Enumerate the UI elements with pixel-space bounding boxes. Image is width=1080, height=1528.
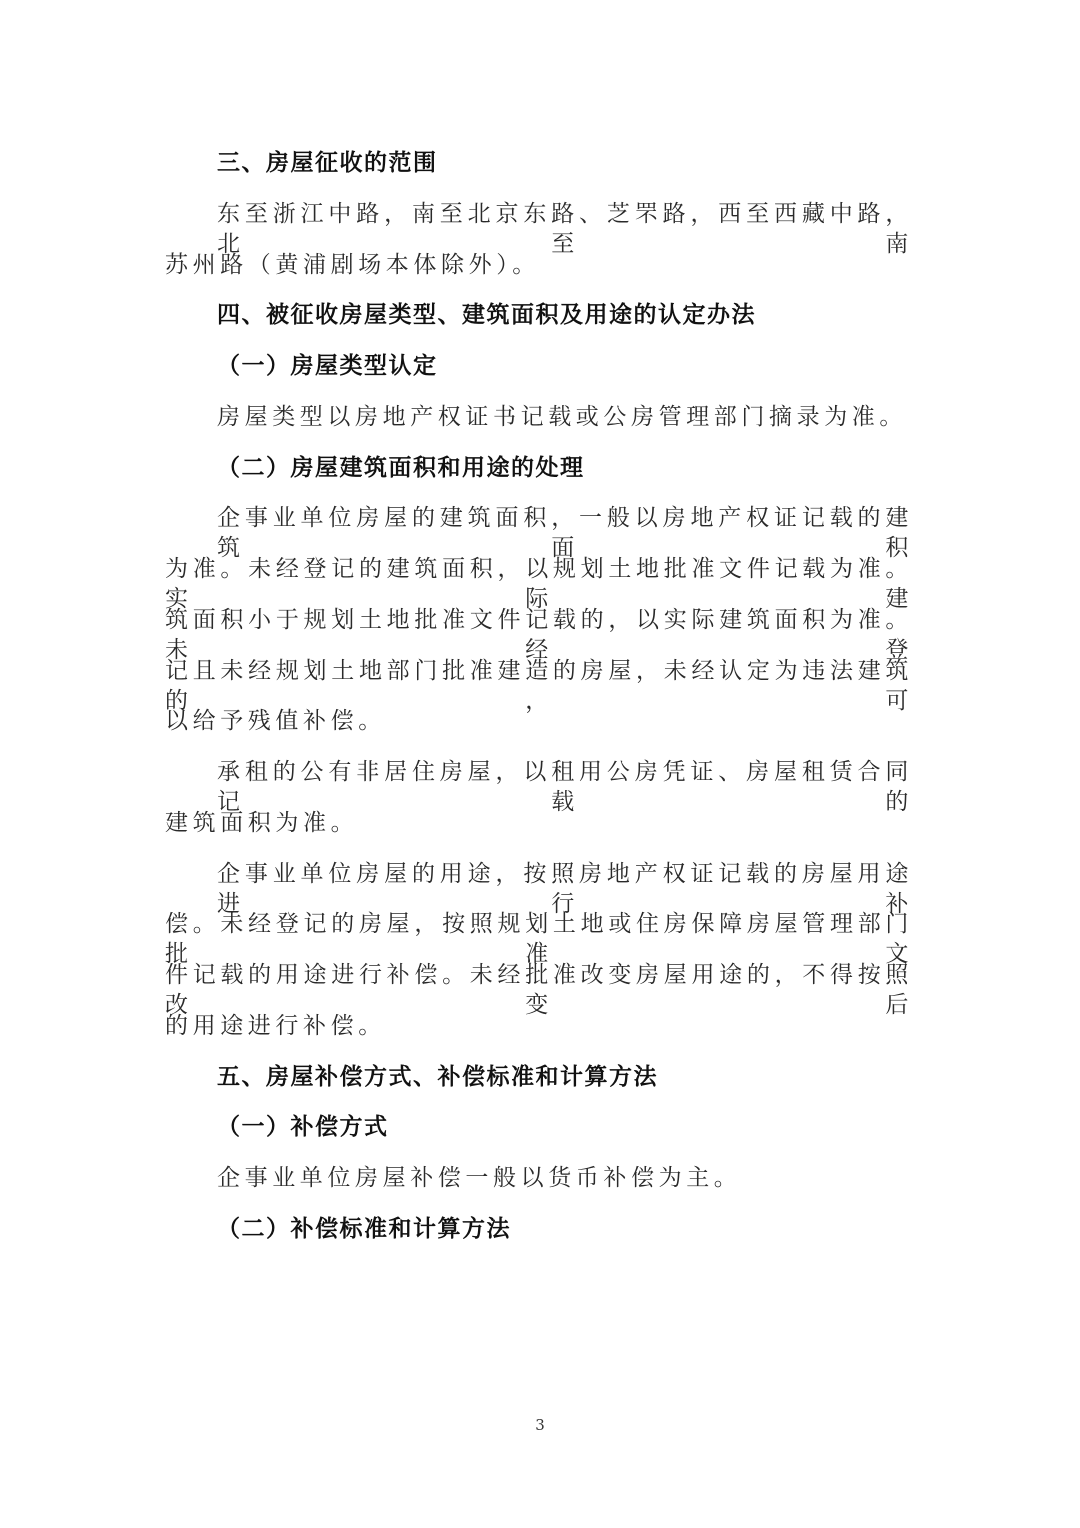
paragraph-line: 以给予残值补偿。 xyxy=(165,708,386,734)
paragraph-line: 为准。未经登记的建筑面积，以规划土地批准文件记载为准。实际建 xyxy=(165,556,913,612)
subsection-heading-standard-calculation: （二）补偿标准和计算方法 xyxy=(217,1216,511,1242)
paragraph-line: 承租的公有非居住房屋，以租用公房凭证、房屋租赁合同记载的 xyxy=(217,759,913,815)
paragraph-line: 筑面积小于规划土地批准文件记载的，以实际建筑面积为准。未经登 xyxy=(165,607,913,663)
paragraph-line: 企事业单位房屋补偿一般以货币补偿为主。 xyxy=(217,1165,742,1191)
section-heading-compensation: 五、房屋补偿方式、补偿标准和计算方法 xyxy=(217,1064,658,1090)
subsection-heading-area-usage: （二）房屋建筑面积和用途的处理 xyxy=(217,455,585,481)
paragraph-line: 的用途进行补偿。 xyxy=(165,1013,386,1039)
section-heading-identification: 四、被征收房屋类型、建筑面积及用途的认定办法 xyxy=(217,302,756,328)
page-number: 3 xyxy=(535,1416,545,1434)
section-heading-scope: 三、房屋征收的范围 xyxy=(217,150,438,176)
paragraph-line: 建筑面积为准。 xyxy=(165,810,359,836)
paragraph-line: 房屋类型以房地产权证书记载或公房管理部门摘录为准。 xyxy=(217,404,907,430)
paragraph-line: 东至浙江中路，南至北京东路、芝罘路，西至西藏中路，北至南 xyxy=(217,201,913,257)
paragraph-line: 记且未经规划土地部门批准建造的房屋，未经认定为违法建筑的，可 xyxy=(165,658,913,714)
subsection-heading-compensation-method: （一）补偿方式 xyxy=(217,1114,389,1140)
paragraph-line: 件记载的用途进行补偿。未经批准改变房屋用途的，不得按照改变后 xyxy=(165,962,913,1018)
paragraph-line: 偿。未经登记的房屋，按照规划土地或住房保障房屋管理部门批准文 xyxy=(165,911,913,967)
paragraph-line: 企事业单位房屋的用途，按照房地产权证记载的房屋用途进行补 xyxy=(217,861,913,917)
paragraph-line: 企事业单位房屋的建筑面积，一般以房地产权证记载的建筑面积 xyxy=(217,505,913,561)
subsection-heading-house-type: （一）房屋类型认定 xyxy=(217,353,438,379)
paragraph-line: 苏州路（黄浦剧场本体除外）。 xyxy=(165,252,540,278)
